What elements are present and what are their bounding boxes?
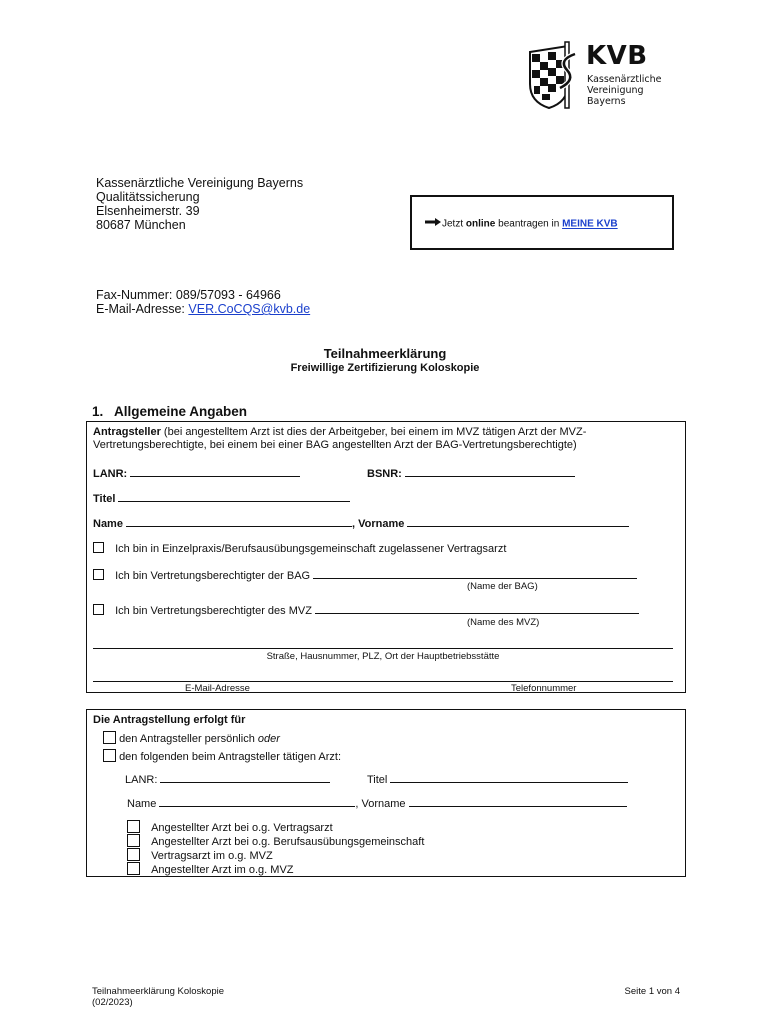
- doctor-type-option[interactable]: Angestellter Arzt bei o.g. Vertragsarzt: [127, 820, 424, 834]
- online-apply-text: Jetzt online beantragen in MEINE KVB: [425, 218, 618, 231]
- titel-field[interactable]: Titel: [93, 491, 350, 506]
- applicant-description: Antragsteller (bei angestelltem Arzt ist dies der Arbeitgeber, bei einem im MVZ tätigen Arzt der MVZ- Vertretungsberechtigte, bei einem bei einer BAG angestellten Arzt der BAG-Vertretungsberechtigte): [93, 426, 587, 451]
- checkbox[interactable]: [93, 542, 104, 553]
- option-applicant-self[interactable]: den Antragsteller persönlich oder: [103, 731, 280, 746]
- checkbox[interactable]: [93, 569, 104, 580]
- logo-brand: KVB: [586, 41, 648, 71]
- checkbox[interactable]: [93, 604, 104, 615]
- online-apply-box: [410, 195, 674, 250]
- checkbox[interactable]: [103, 749, 116, 762]
- section1-heading: 1. Allgemeine Angaben: [92, 404, 248, 419]
- checkbox[interactable]: [127, 820, 140, 833]
- option-other-doctor[interactable]: den folgenden beim Antragsteller tätigen Arzt:: [103, 749, 341, 764]
- address-input-line[interactable]: [93, 648, 673, 649]
- doctor-type-option[interactable]: Vertragsarzt im o.g. MVZ: [127, 848, 424, 862]
- name-field[interactable]: Name , Vorname: [93, 516, 629, 531]
- footer-left: [92, 986, 224, 1008]
- footer-doc-name: Teilnahmeerklärung Koloskopie: [92, 986, 225, 997]
- email-hint: E-Mail-Adresse: [185, 683, 250, 694]
- email-line: E-Mail-Adresse: VER.CoCQS@kvb.de: [96, 302, 311, 316]
- section1-box: [86, 421, 686, 693]
- kvb-logo: [528, 40, 668, 110]
- page-subtitle: Freiwillige Zertifizierung Koloskopie: [290, 362, 480, 374]
- lanr-field[interactable]: LANR:: [93, 466, 300, 481]
- fax-number: Fax-Nummer: 089/57093 - 64966: [96, 288, 281, 302]
- footer-version: (02/2023): [92, 997, 133, 1008]
- bsnr-field[interactable]: BSNR:: [367, 466, 575, 481]
- section2-box: [86, 709, 686, 877]
- option-bag[interactable]: Ich bin Vertretungsberechtigter der BAG: [93, 568, 637, 583]
- mvz-name-hint: (Name des MVZ): [467, 617, 540, 628]
- doctor-type-option[interactable]: Angestellter Arzt bei o.g. Berufsausübungsgemeinschaft: [127, 834, 424, 848]
- arrow-right-icon: [425, 218, 441, 230]
- address-line: 80687 München: [96, 218, 186, 232]
- section2-heading: Die Antragstellung erfolgt für: [93, 714, 246, 726]
- checkbox[interactable]: [127, 834, 140, 847]
- checkbox[interactable]: [103, 731, 116, 744]
- page-title: Teilnahmeerklärung: [323, 346, 447, 361]
- checkbox[interactable]: [127, 862, 140, 875]
- kvb-emblem-icon: [528, 40, 580, 110]
- logo-line3: Bayerns: [587, 96, 626, 107]
- logo-line1: Kassenärztliche: [587, 74, 662, 85]
- footer-page-number: Seite 1 von 4: [624, 986, 680, 997]
- address-line: Elsenheimerstr. 39: [96, 204, 200, 218]
- recipient-address: [96, 176, 303, 232]
- doctor-type-option[interactable]: Angestellter Arzt im o.g. MVZ: [127, 862, 424, 876]
- address-hint: Straße, Hausnummer, PLZ, Ort der Hauptbetriebsstätte: [266, 651, 500, 662]
- address-line: Kassenärztliche Vereinigung Bayerns: [96, 176, 304, 190]
- option-einzelpraxis[interactable]: Ich bin in Einzelpraxis/Berufsausübungsgemeinschaft zugelassener Vertragsarzt: [93, 542, 506, 556]
- phone-hint: Telefonnummer: [511, 683, 577, 694]
- meine-kvb-link[interactable]: MEINE KVB: [562, 218, 618, 230]
- email-link[interactable]: VER.CoCQS@kvb.de: [188, 302, 311, 316]
- address-line: Qualitätssicherung: [96, 190, 200, 204]
- option-mvz[interactable]: Ich bin Vertretungsberechtigter des MVZ: [93, 603, 639, 618]
- doctor-titel-field[interactable]: Titel: [367, 772, 628, 787]
- email-phone-input-line[interactable]: [93, 681, 673, 682]
- doctor-lanr-field[interactable]: LANR:: [125, 772, 330, 787]
- bag-name-hint: (Name der BAG): [467, 581, 538, 592]
- checkbox[interactable]: [127, 848, 140, 861]
- contact-info: [96, 288, 310, 316]
- doctor-name-field[interactable]: Name , Vorname: [127, 796, 627, 811]
- logo-line2: Vereinigung: [587, 85, 644, 96]
- doctor-type-options: [127, 820, 424, 876]
